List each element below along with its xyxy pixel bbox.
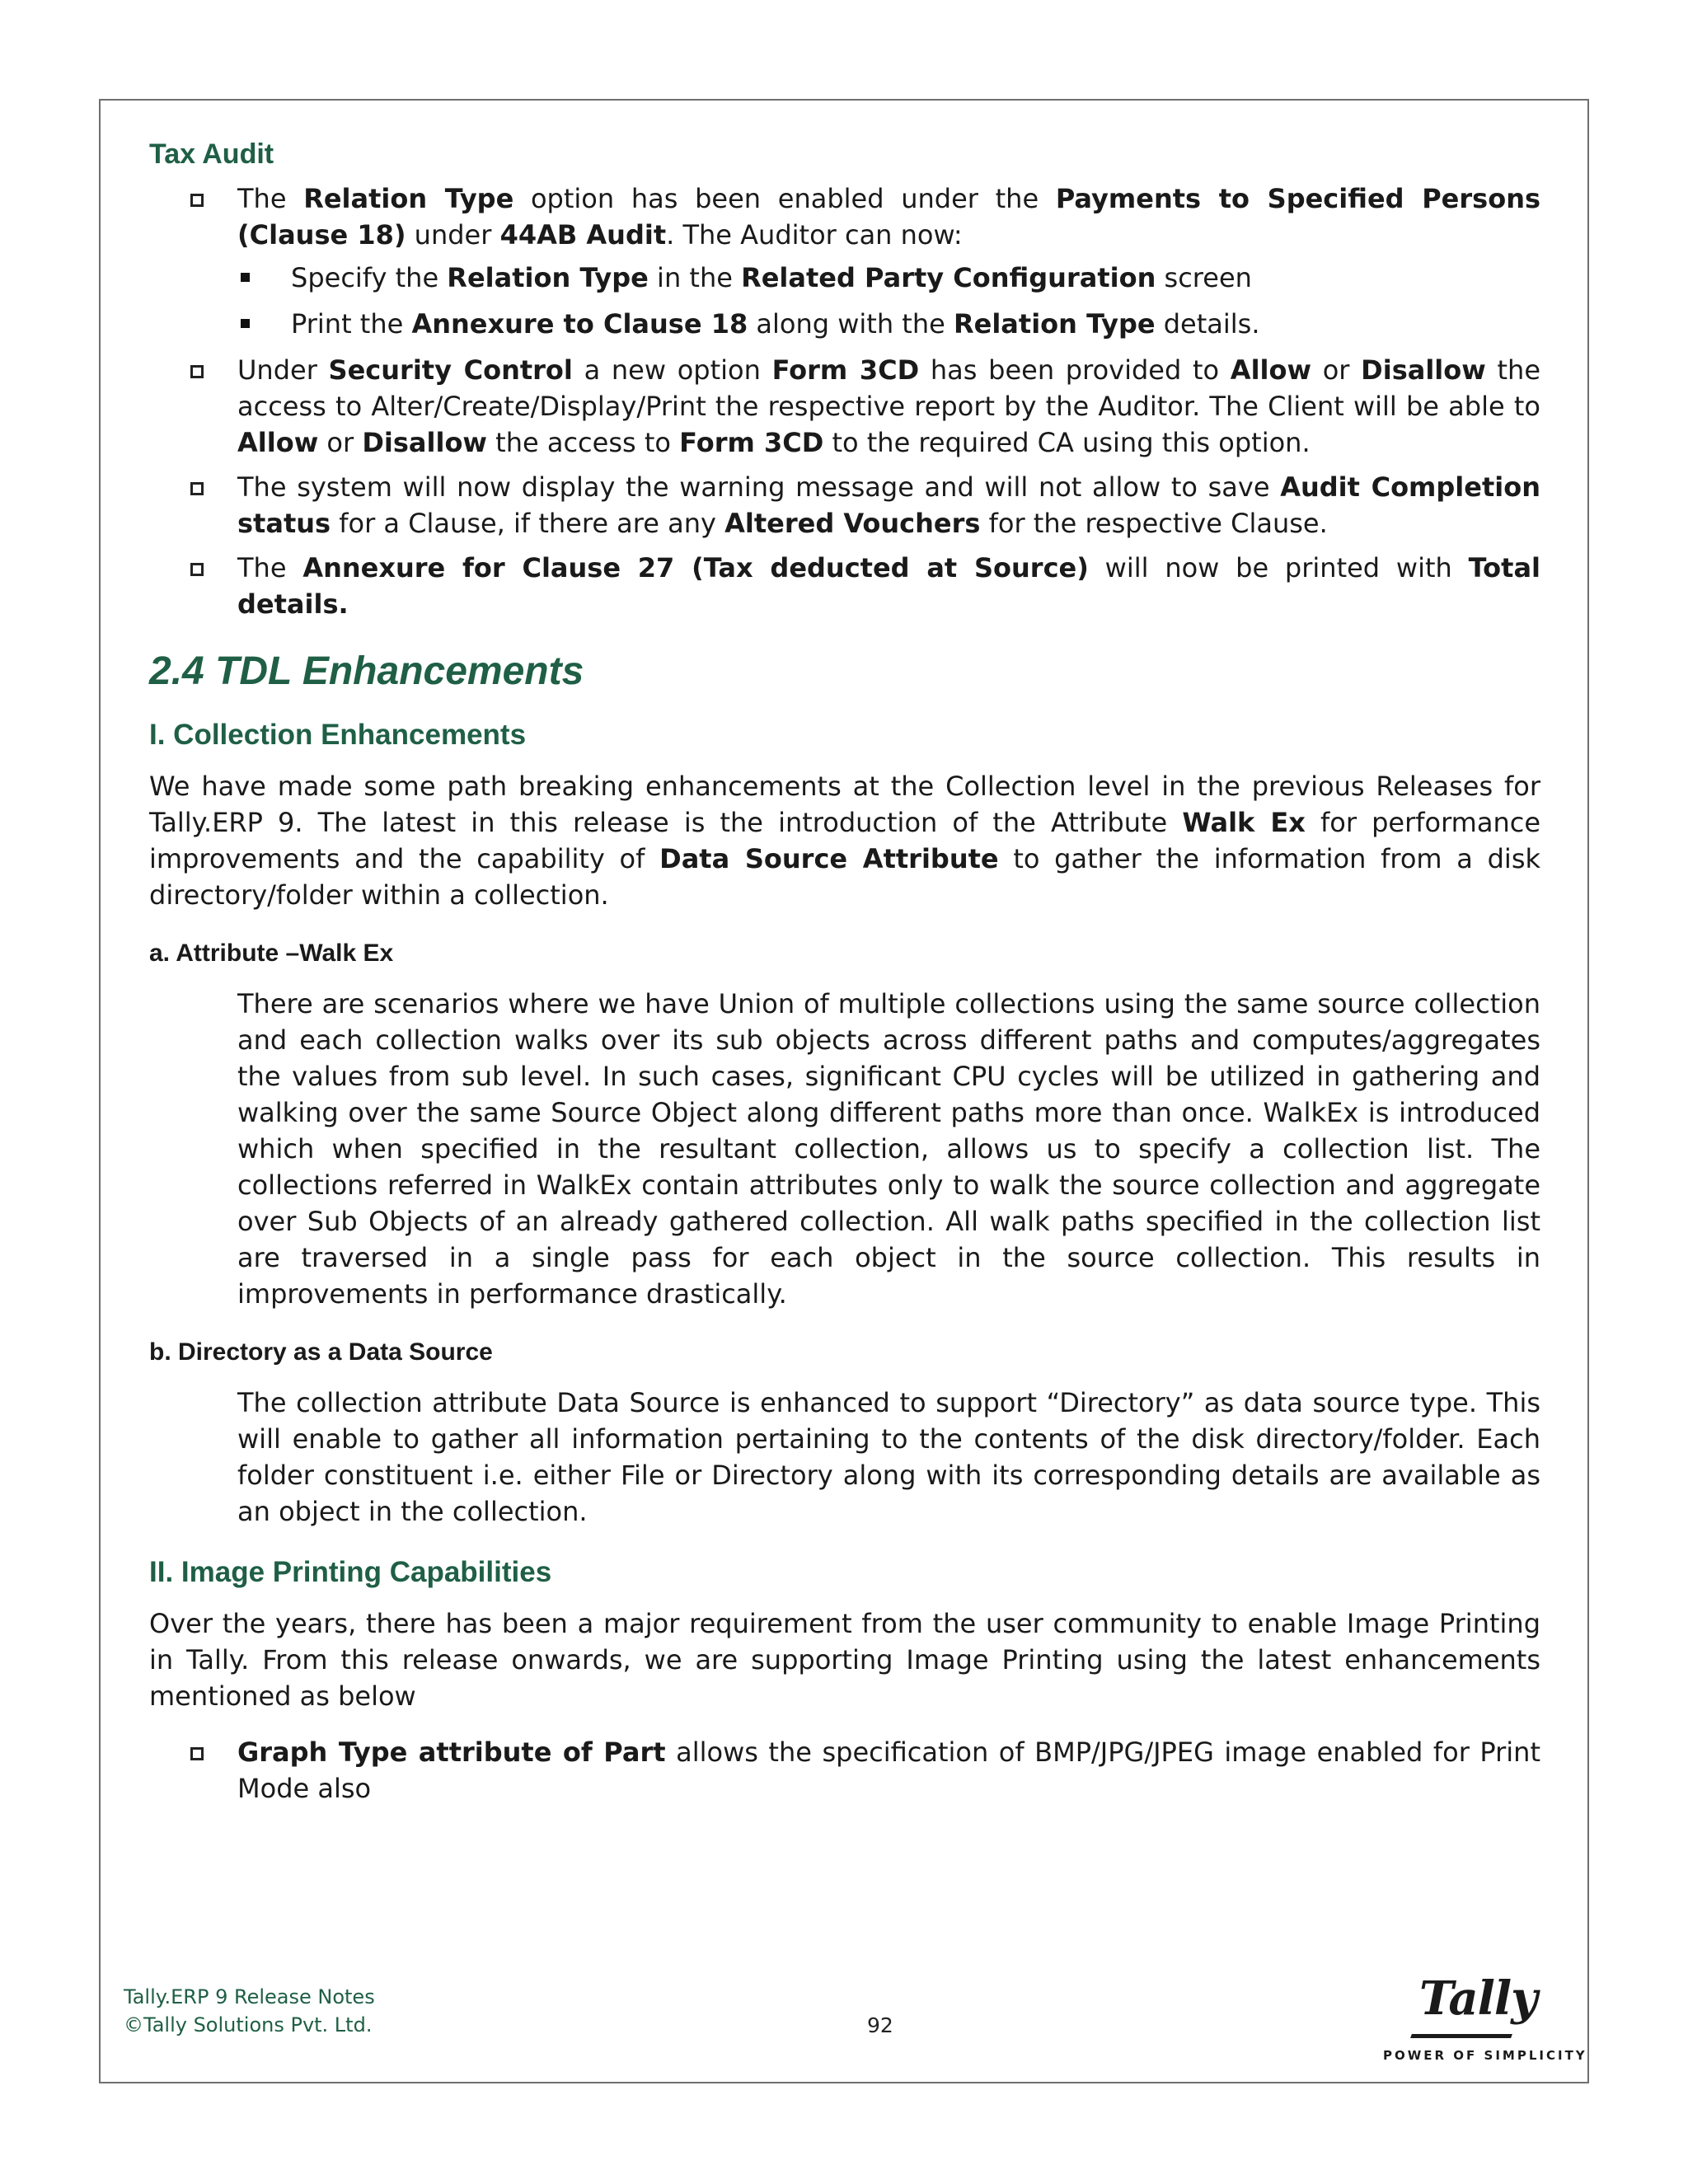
hollow-square-bullet-icon	[190, 194, 204, 207]
directory-data-source-heading: b. Directory as a Data Source	[149, 1338, 493, 1366]
list-item: Specify the Relation Type in the Related Party Configuration screen	[237, 260, 1540, 296]
image-printing-heading: II. Image Printing Capabilities	[149, 1556, 552, 1588]
collection-intro-paragraph: We have made some path breaking enhancements at the Collection level in the previous Releases for Tally.ERP 9. The latest in this release is the introduction of the Attribute Walk Ex for performance improvements and the capability of Data Source Attribute to gather the information from a disk directory/folder within a collection.	[149, 771, 1541, 911]
collection-enhancements-heading: I. Collection Enhancements	[149, 719, 527, 751]
tax-audit-list	[149, 180, 1540, 622]
page-number: 92	[867, 2013, 893, 2037]
hollow-square-bullet-icon	[190, 482, 204, 495]
footer-credits	[124, 1983, 375, 2039]
list-item	[149, 180, 1540, 342]
list-item	[149, 550, 1540, 622]
footer-release-notes: Tally.ERP 9 Release Notes	[124, 1985, 375, 2008]
clause-27-paragraph: The Annexure for Clause 27 (Tax deducted at Source) will now be printed with Total details.	[237, 552, 1541, 620]
directory-data-source-paragraph: The collection attribute Data Source is enhanced to support “Directory” as data source type. This will enable to gather all information pertaining to the contents of the disk directory/folder. Each folder constituent i.e. either File or Directory along with its corresponding details are available as an object in the collection.	[237, 1387, 1540, 1527]
security-control-paragraph: Under Security Control a new option Form 3CD has been provided to Allow or Disallow the access to Alter/Create/Display/Print the respective report by the Auditor. The Client will be able to Allow or Disallow the access to Form 3CD to the required CA using this option.	[237, 354, 1541, 458]
image-printing-list	[149, 1734, 1540, 1807]
list-item	[149, 1734, 1540, 1807]
filled-square-bullet-icon	[241, 273, 250, 282]
list-item	[149, 352, 1540, 461]
logo-tagline: POWER OF SIMPLICITY	[1383, 2048, 1587, 2063]
warning-message-paragraph: The system will now display the warning message and will not allow to save Audit Completion status for a Clause, if there are any Altered Vouchers for the respective Clause.	[237, 471, 1541, 539]
footer-copyright: ©Tally Solutions Pvt. Ltd.	[124, 2013, 373, 2036]
hollow-square-bullet-icon	[190, 563, 204, 576]
walk-ex-heading: a. Attribute –Walk Ex	[149, 940, 394, 967]
page-content	[149, 138, 1540, 1815]
tally-logo: Tally	[1419, 1971, 1537, 2026]
list-item: Print the Annexure to Clause 18 along with the Relation Type details.	[237, 306, 1540, 342]
hollow-square-bullet-icon	[190, 1747, 204, 1760]
list-item	[149, 469, 1540, 541]
walk-ex-paragraph: There are scenarios where we have Union of multiple collections using the same source collection and each collection walks over its sub objects across different paths and computes/aggregates the values from sub level. In such cases, significant CPU cycles will be utilized in gathering and walking over the same Source Object along different paths more than once. WalkEx is introduced which when specified in the resultant collection, allows us to specify a collection list. The collections referred in WalkEx contain attributes only to walk the source collection and aggregate over Sub Objects of an already gathered collection. All walk paths specified in the collection list are traversed in a single pass for each object in the source collection. This results in improvements in performance drastically.	[237, 988, 1540, 1310]
hollow-square-bullet-icon	[190, 365, 204, 378]
image-printing-intro-paragraph: Over the years, there has been a major requirement from the user community to enable Image Printing in Tally. From this release onwards, we are supporting Image Printing using the latest enhancements mentioned as below	[149, 1608, 1540, 1712]
section-heading-tdl: 2.4 TDL Enhancements	[149, 649, 584, 693]
graph-type-paragraph: Graph Type attribute of Part allows the specification of BMP/JPG/JPEG image enabled for Print Mode also	[237, 1736, 1541, 1804]
filled-square-bullet-icon	[241, 319, 250, 328]
tally-logo-underline	[1410, 2034, 1512, 2038]
tax-audit-heading: Tax Audit	[149, 138, 274, 170]
relation-type-paragraph: The Relation Type option has been enabled under the Payments to Specified Persons (Clause 18) under 44AB Audit. The Auditor can now:	[237, 183, 1541, 251]
auditor-actions-list	[237, 260, 1540, 342]
